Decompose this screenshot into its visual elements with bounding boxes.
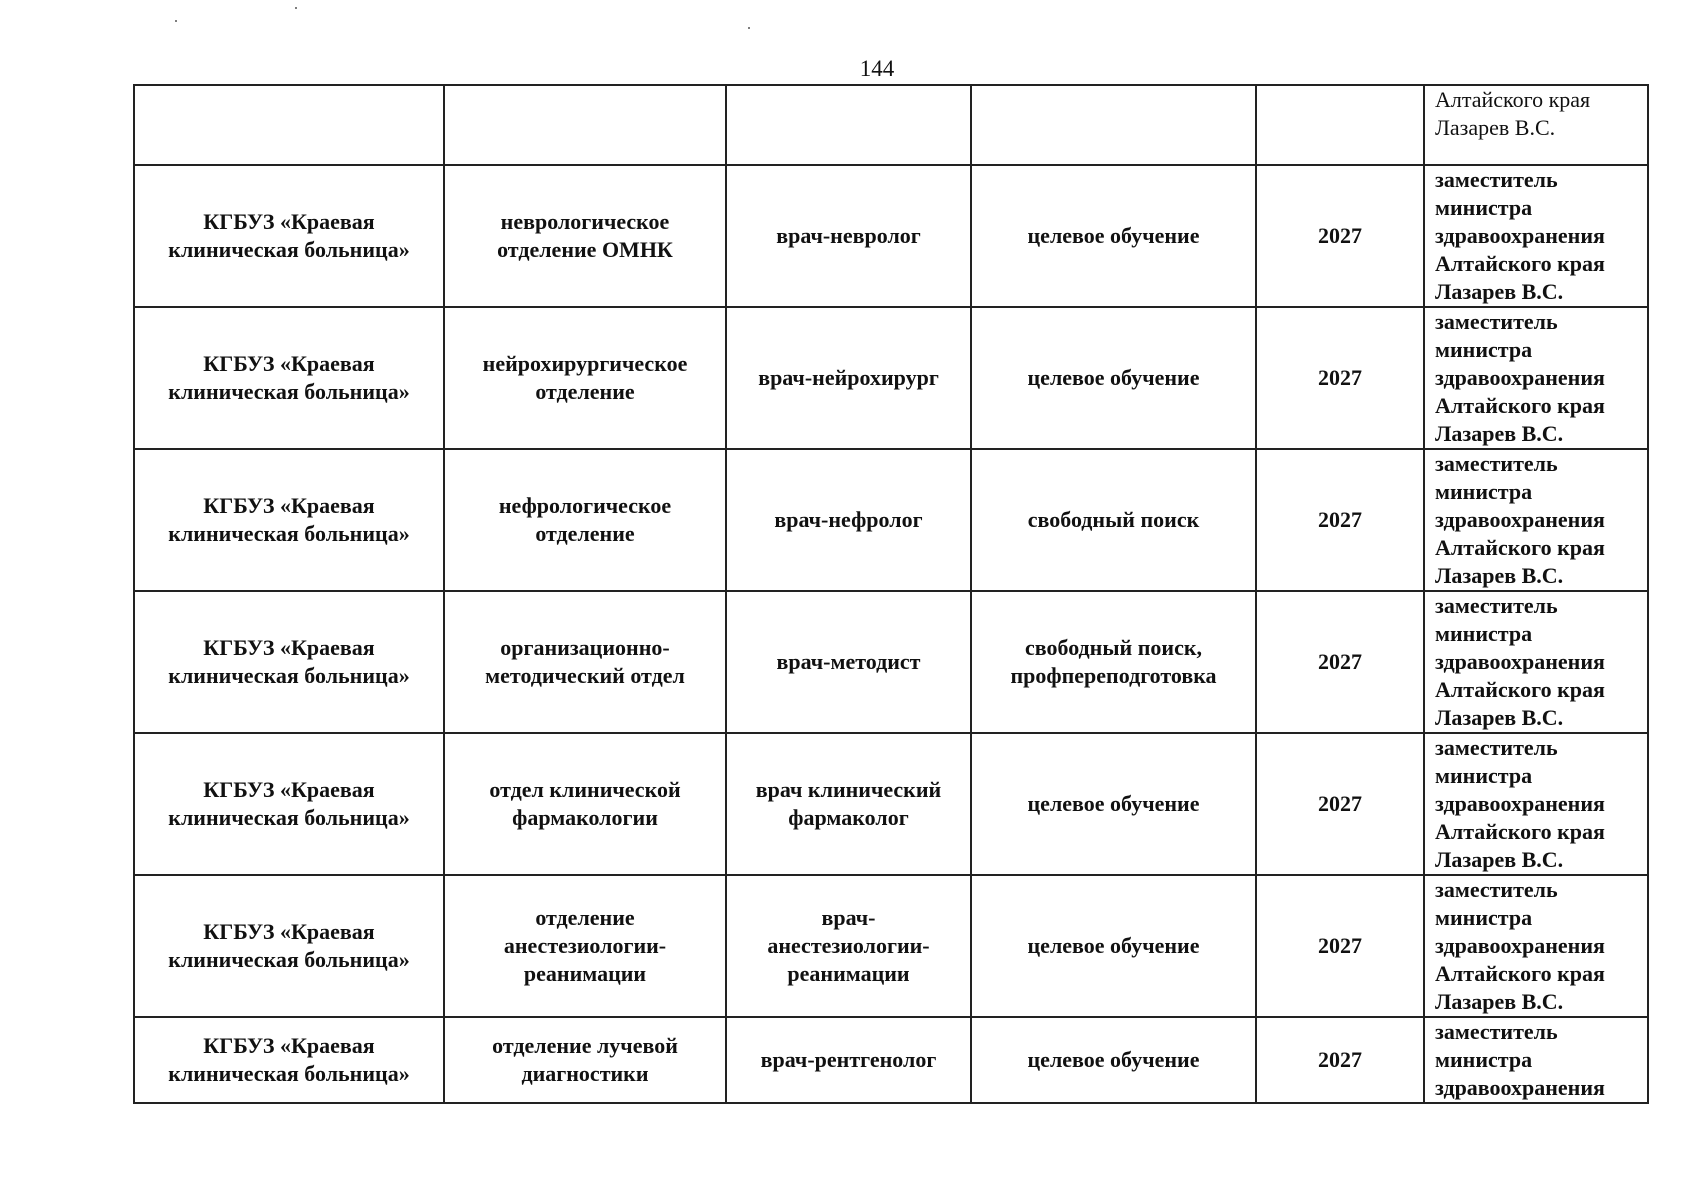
position-cell — [726, 733, 971, 875]
year-cell — [1256, 1017, 1424, 1103]
official-line: министра — [1435, 763, 1533, 788]
scan-speck — [175, 20, 177, 22]
position-line: врач-нейрохирург — [758, 365, 939, 390]
official-line: Алтайского края — [1435, 961, 1605, 986]
department-line: фармакологии — [512, 805, 658, 830]
institution-line: КГБУЗ «Краевая — [203, 209, 375, 234]
institution-line: КГБУЗ «Краевая — [203, 351, 375, 376]
institution-cell — [134, 449, 444, 591]
official-line: Алтайского края — [1435, 251, 1605, 276]
official-line: заместитель — [1435, 735, 1558, 760]
department-line: организационно- — [500, 635, 670, 660]
department-cell — [444, 307, 726, 449]
method-line: целевое обучение — [1027, 791, 1200, 816]
position-cell — [726, 875, 971, 1017]
department-cell — [444, 449, 726, 591]
position-cell — [726, 165, 971, 307]
year-cell — [1256, 449, 1424, 591]
department-cell — [444, 733, 726, 875]
department-line: отдел клинической — [489, 777, 681, 802]
method-line: целевое обучение — [1027, 933, 1200, 958]
department-line: отделение ОМНК — [497, 237, 673, 262]
table-row — [134, 85, 1648, 165]
institution-line: клиническая больница» — [168, 663, 410, 688]
method-cell — [971, 875, 1256, 1017]
official-line: здравоохранения — [1435, 933, 1605, 958]
official-line: заместитель — [1435, 167, 1558, 192]
table-row — [134, 1017, 1648, 1103]
staffing-table — [133, 84, 1649, 1104]
method-line: целевое обучение — [1027, 365, 1200, 390]
method-cell — [971, 733, 1256, 875]
table-row — [134, 449, 1648, 591]
method-line: целевое обучение — [1027, 223, 1200, 248]
table-row — [134, 733, 1648, 875]
department-line: диагностики — [521, 1061, 649, 1086]
institution-line: клиническая больница» — [168, 379, 410, 404]
year-cell — [1256, 85, 1424, 165]
department-line: анестезиологии- — [503, 933, 667, 958]
official-cell — [1424, 733, 1648, 875]
official-line: министра — [1435, 905, 1533, 930]
institution-cell — [134, 591, 444, 733]
method-cell — [971, 85, 1256, 165]
position-line: врач клинический — [755, 777, 942, 802]
department-line: нейрохирургическое — [482, 351, 688, 376]
department-cell — [444, 165, 726, 307]
department-line: нефрологическое — [498, 493, 672, 518]
department-line: методический отдел — [485, 663, 685, 688]
official-line: Алтайского края — [1435, 393, 1605, 418]
year-cell — [1256, 165, 1424, 307]
official-line: здравоохранения — [1435, 365, 1605, 390]
official-line: здравоохранения — [1435, 223, 1605, 248]
department-cell — [444, 591, 726, 733]
year-cell — [1256, 591, 1424, 733]
institution-cell — [134, 307, 444, 449]
official-cell — [1424, 449, 1648, 591]
position-line: врач-рентгенолог — [760, 1047, 937, 1072]
year-value: 2027 — [1318, 507, 1362, 532]
official-line: Лазарев В.С. — [1435, 115, 1556, 140]
method-cell — [971, 1017, 1256, 1103]
position-cell — [726, 85, 971, 165]
official-line: заместитель — [1435, 309, 1558, 334]
institution-line: КГБУЗ «Краевая — [203, 1033, 375, 1058]
position-line: врач-невролог — [776, 223, 921, 248]
position-line: реанимации — [787, 961, 910, 986]
method-cell — [971, 591, 1256, 733]
year-value: 2027 — [1318, 1047, 1362, 1072]
scan-speck — [748, 27, 750, 29]
institution-line: клиническая больница» — [168, 521, 410, 546]
official-line: здравоохранения — [1435, 1075, 1605, 1100]
official-line: Алтайского края — [1435, 535, 1605, 560]
position-cell — [726, 591, 971, 733]
position-line: анестезиологии- — [767, 933, 930, 958]
institution-line: КГБУЗ «Краевая — [203, 635, 375, 660]
table-row — [134, 165, 1648, 307]
official-line: заместитель — [1435, 877, 1558, 902]
official-line: Лазарев В.С. — [1435, 421, 1564, 446]
table-row — [134, 875, 1648, 1017]
institution-cell — [134, 85, 444, 165]
method-line: свободный поиск — [1027, 507, 1200, 532]
institution-line: клиническая больница» — [168, 805, 410, 830]
official-line: Алтайского края — [1435, 87, 1591, 112]
method-line: целевое обучение — [1027, 1047, 1200, 1072]
official-line: Лазарев В.С. — [1435, 563, 1564, 588]
institution-cell — [134, 733, 444, 875]
method-cell — [971, 165, 1256, 307]
department-line: отделение — [535, 521, 635, 546]
department-cell — [444, 1017, 726, 1103]
official-line: министра — [1435, 479, 1533, 504]
department-cell — [444, 85, 726, 165]
institution-cell — [134, 875, 444, 1017]
institution-cell — [134, 1017, 444, 1103]
official-line: министра — [1435, 195, 1533, 220]
official-line: здравоохранения — [1435, 649, 1605, 674]
official-line: министра — [1435, 1047, 1533, 1072]
official-line: Лазарев В.С. — [1435, 279, 1564, 304]
official-line: Лазарев В.С. — [1435, 847, 1564, 872]
year-cell — [1256, 875, 1424, 1017]
year-value: 2027 — [1318, 365, 1362, 390]
method-line: свободный поиск, — [1024, 635, 1203, 660]
institution-line: клиническая больница» — [168, 1061, 410, 1086]
position-line: врач-методист — [776, 649, 921, 674]
official-line: Лазарев В.С. — [1435, 989, 1564, 1014]
official-cell — [1424, 1017, 1648, 1103]
department-line: неврологическое — [500, 209, 670, 234]
institution-line: клиническая больница» — [168, 237, 410, 262]
department-line: отделение — [535, 379, 635, 404]
official-cell — [1424, 307, 1648, 449]
position-line: врач-нефролог — [774, 507, 923, 532]
official-line: заместитель — [1435, 593, 1558, 618]
method-cell — [971, 307, 1256, 449]
department-line: реанимации — [523, 961, 647, 986]
official-line: министра — [1435, 337, 1533, 362]
department-cell — [444, 875, 726, 1017]
official-line: здравоохранения — [1435, 791, 1605, 816]
official-line: здравоохранения — [1435, 507, 1605, 532]
position-cell — [726, 449, 971, 591]
official-line: Лазарев В.С. — [1435, 705, 1564, 730]
position-line: фармаколог — [788, 805, 909, 830]
year-value: 2027 — [1318, 223, 1362, 248]
table-row — [134, 307, 1648, 449]
official-line: Алтайского края — [1435, 677, 1605, 702]
official-line: заместитель — [1435, 1019, 1558, 1044]
position-line: врач- — [821, 905, 876, 930]
institution-line: КГБУЗ «Краевая — [203, 777, 375, 802]
page-number: 144 — [859, 56, 895, 81]
official-cell — [1424, 591, 1648, 733]
official-cell — [1424, 165, 1648, 307]
official-line: министра — [1435, 621, 1533, 646]
official-line: Алтайского края — [1435, 819, 1605, 844]
year-cell — [1256, 733, 1424, 875]
institution-cell — [134, 165, 444, 307]
institution-line: клиническая больница» — [168, 947, 410, 972]
scan-speck — [295, 7, 297, 9]
position-cell — [726, 307, 971, 449]
year-cell — [1256, 307, 1424, 449]
institution-line: КГБУЗ «Краевая — [203, 919, 375, 944]
official-cell — [1424, 875, 1648, 1017]
institution-line: КГБУЗ «Краевая — [203, 493, 375, 518]
table-row — [134, 591, 1648, 733]
year-value: 2027 — [1318, 649, 1362, 674]
year-value: 2027 — [1318, 933, 1362, 958]
department-line: отделение лучевой — [492, 1033, 678, 1058]
department-line: отделение — [535, 905, 635, 930]
method-cell — [971, 449, 1256, 591]
year-value: 2027 — [1318, 791, 1362, 816]
official-cell — [1424, 85, 1648, 165]
method-line: профпереподготовка — [1010, 663, 1217, 688]
official-line: заместитель — [1435, 451, 1558, 476]
position-cell — [726, 1017, 971, 1103]
